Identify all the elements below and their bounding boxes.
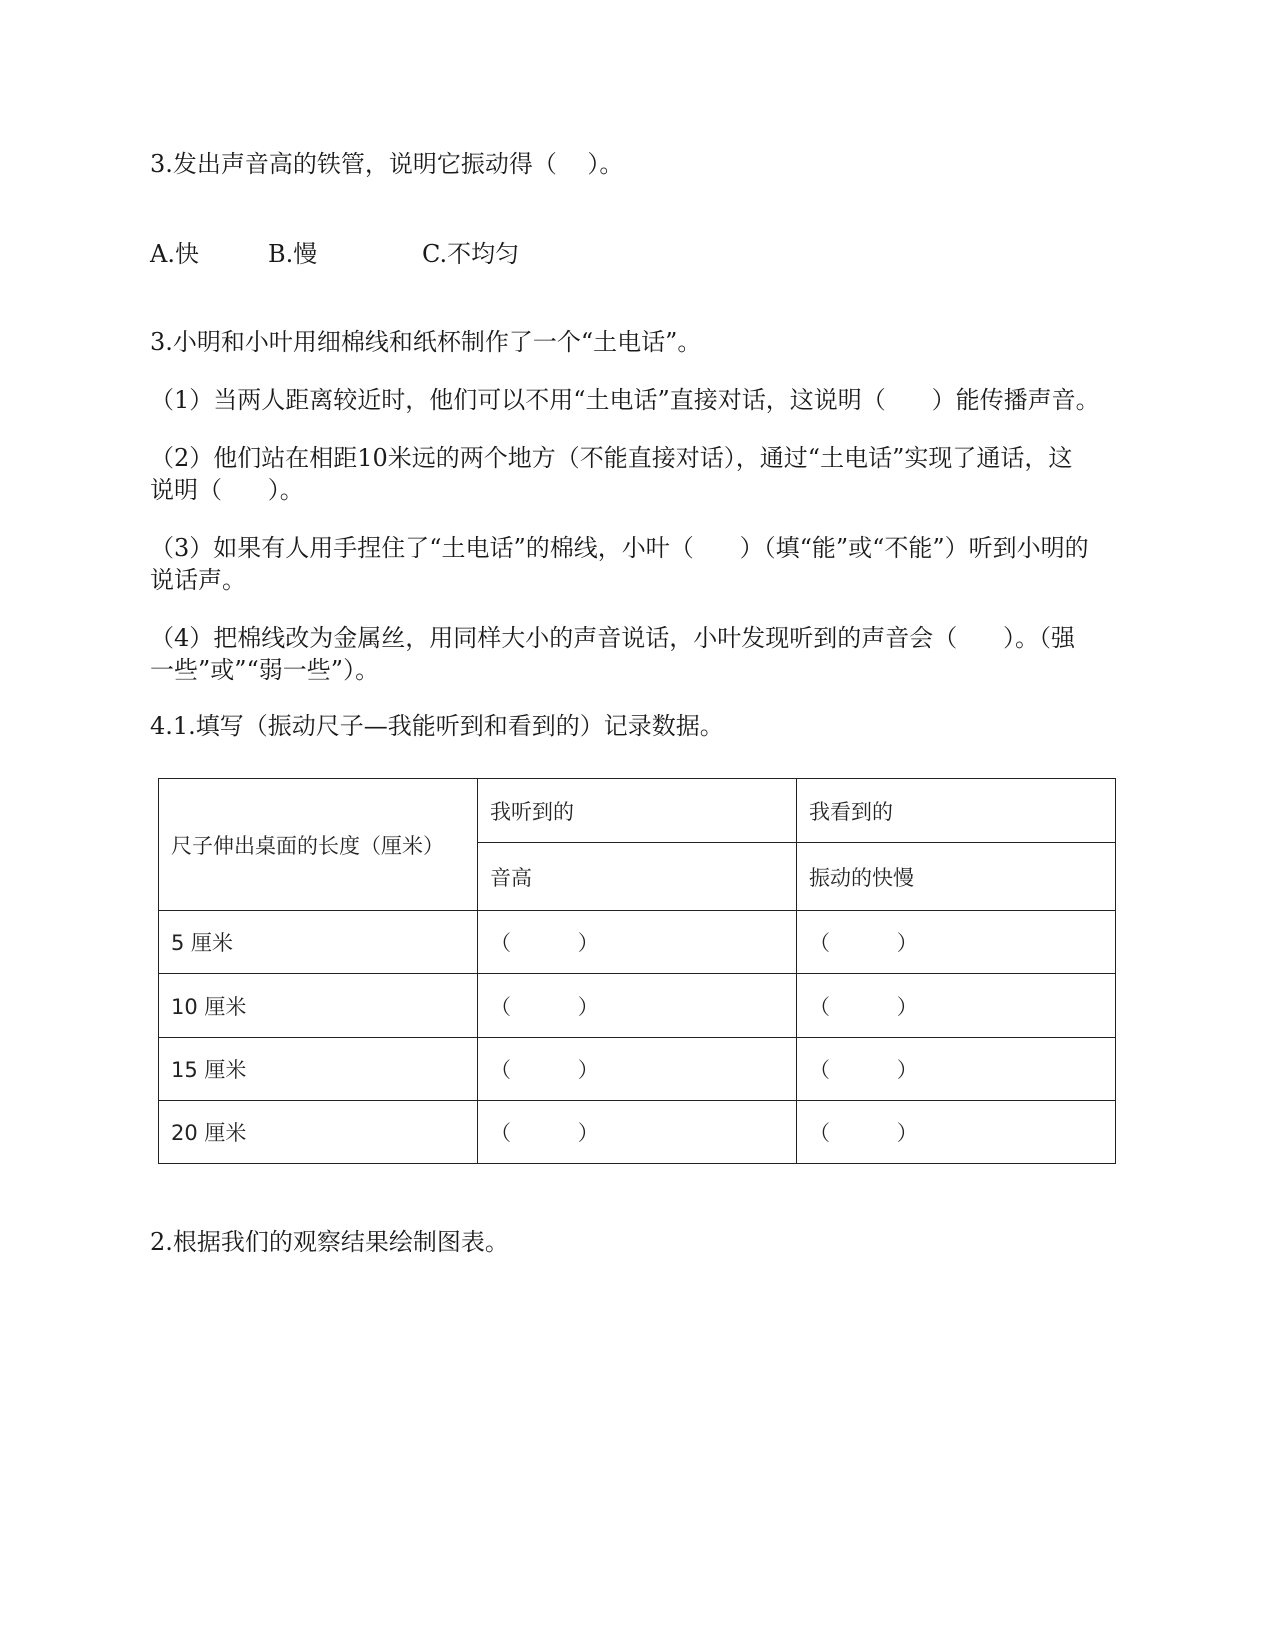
- heard-answer-blank[interactable]: （ ）: [478, 1037, 797, 1100]
- option-a: A.快: [150, 240, 199, 268]
- table-row: [159, 1100, 1116, 1163]
- seen-answer-blank[interactable]: （ ）: [797, 911, 1116, 974]
- length-cell: 5 厘米: [159, 911, 478, 974]
- length-cell: 20 厘米: [159, 1100, 478, 1163]
- question-chart-stem: 2.根据我们的观察结果绘制图表。: [150, 1228, 509, 1256]
- heard-subheader-cell: 音高: [478, 843, 797, 911]
- question-3b-part-4-line-1: （4）把棉线改为金属丝，用同样大小的声音说话，小叶发现听到的声音会（ ）。（强: [150, 624, 1076, 652]
- question-3b-stem: 3.小明和小叶用细棉线和纸杯制作了一个“土电话”。: [150, 328, 702, 356]
- table-row: [159, 974, 1116, 1037]
- length-cell: 15 厘米: [159, 1037, 478, 1100]
- question-3b-part-4-line-2: 一些”或”“弱一些”）。: [150, 656, 380, 684]
- option-c: C.不均匀: [422, 240, 520, 268]
- table-row: [159, 1037, 1116, 1100]
- seen-header-cell: 我看到的: [797, 779, 1116, 843]
- question-3b-part-3-line-1: （3）如果有人用手捏住了“土电话”的棉线，小叶（ ）（填“能”或“不能”）听到小明的: [150, 534, 1089, 562]
- heard-answer-blank[interactable]: （ ）: [478, 1100, 797, 1163]
- question-4-stem: 4.1.填写（振动尺子—我能听到和看到的）记录数据。: [150, 712, 724, 740]
- question-3-stem: 3.发出声音高的铁管，说明它振动得（ ）。: [150, 150, 624, 178]
- question-3b-part-1: （1）当两人距离较近时，他们可以不用“土电话”直接对话，这说明（ ）能传播声音。: [150, 386, 1100, 414]
- seen-subheader-cell: 振动的快慢: [797, 843, 1116, 911]
- record-table: [158, 778, 1116, 1164]
- question-3b-part-2-line-2: 说明（ ）。: [150, 476, 304, 504]
- heard-header-cell: 我听到的: [478, 779, 797, 843]
- heard-answer-blank[interactable]: （ ）: [478, 974, 797, 1037]
- length-cell: 10 厘米: [159, 974, 478, 1037]
- question-3b-part-3-line-2: 说话声。: [150, 566, 246, 594]
- heard-answer-blank[interactable]: （ ）: [478, 911, 797, 974]
- seen-answer-blank[interactable]: （ ）: [797, 1100, 1116, 1163]
- question-3b-part-2-line-1: （2）他们站在相距10米远的两个地方（不能直接对话），通过“土电话”实现了通话，这: [150, 444, 1073, 472]
- option-b: B.慢: [268, 240, 318, 268]
- row-header-cell: 尺子伸出桌面的长度（厘米）: [159, 779, 478, 911]
- table-row: [159, 911, 1116, 974]
- seen-answer-blank[interactable]: （ ）: [797, 1037, 1116, 1100]
- seen-answer-blank[interactable]: （ ）: [797, 974, 1116, 1037]
